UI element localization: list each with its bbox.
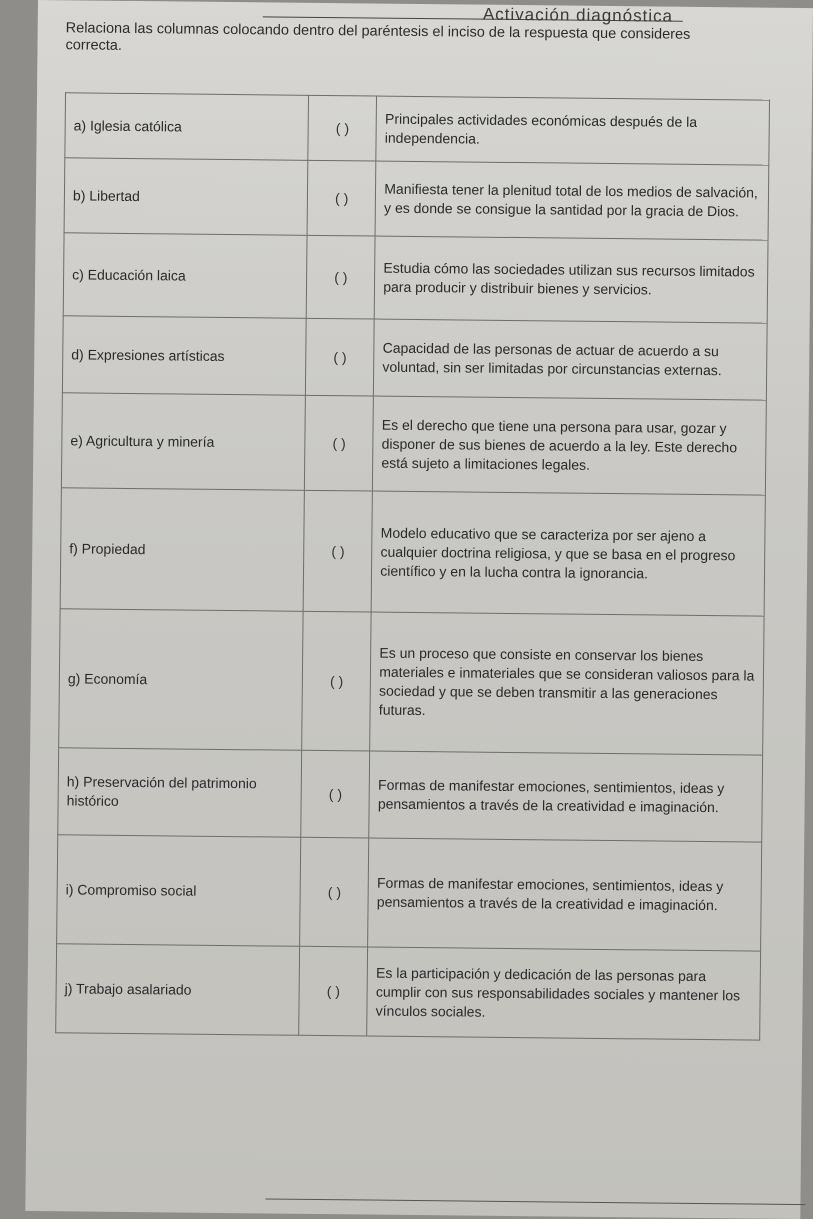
answer-parenthesis[interactable] xyxy=(303,490,372,612)
answer-parenthesis[interactable] xyxy=(299,946,368,1036)
definition-cell: Estudia cómo las sociedades utilizan sus recursos limitados para producir y distribuir bienes y servicios. xyxy=(374,236,768,323)
matching-rows xyxy=(56,93,770,1040)
parenthesis-text: ( ) xyxy=(334,268,348,285)
answer-parenthesis[interactable] xyxy=(301,750,370,838)
table-row xyxy=(59,609,764,755)
term-cell: b) Libertad xyxy=(64,158,308,236)
parenthesis-text: ( ) xyxy=(335,189,349,206)
definition-cell: Capacidad de las personas de actuar de acuerdo a su voluntad, sin ser limitadas por circunstancias externas. xyxy=(374,319,768,400)
table-row xyxy=(56,944,761,1040)
definition-cell: Es el derecho que tiene una persona para usar, gozar y disponer de sus bienes de acuerdo a la ley. Este derecho está sujeto a limitaciones legales. xyxy=(373,396,767,495)
term-cell: g) Economía xyxy=(59,609,304,751)
table-row xyxy=(57,835,762,951)
table-row xyxy=(65,93,770,165)
answer-parenthesis[interactable] xyxy=(307,160,376,236)
term-cell: d) Expresiones artísticas xyxy=(62,316,306,396)
parenthesis-text: ( ) xyxy=(332,434,346,451)
table-row xyxy=(60,488,765,616)
table-row xyxy=(62,316,767,400)
definition-cell: Es un proceso que consiste en conservar los bienes materiales e inmateriales que se consideran valiosos para la sociedad y que se deben transmitir a las generaciones futuras. xyxy=(370,612,764,755)
parenthesis-text: ( ) xyxy=(329,672,344,689)
parenthesis-text: ( ) xyxy=(331,542,345,559)
answer-parenthesis[interactable] xyxy=(305,395,374,491)
term-cell: c) Educación laica xyxy=(63,233,307,319)
term-cell: e) Agricultura y minería xyxy=(61,393,305,491)
answer-parenthesis[interactable] xyxy=(308,95,377,161)
section-title: Activación diagnóstica xyxy=(482,4,674,26)
definition-cell: Modelo educativo que se caracteriza por ser ajeno a cualquier doctrina religiosa, y que se basa en el progreso científico y en la lucha contra la ignorancia. xyxy=(371,491,765,616)
term-cell: j) Trabajo asalariado xyxy=(56,944,300,1036)
worksheet-page xyxy=(25,0,813,1219)
term-cell: f) Propiedad xyxy=(60,488,305,612)
matching-table xyxy=(55,92,770,1040)
parenthesis-text: ( ) xyxy=(327,883,342,900)
parenthesis-text: ( ) xyxy=(333,348,347,365)
definition-cell: Formas de manifestar emociones, sentimientos, ideas y pensamientos a través de la creatividad e imaginación. xyxy=(368,838,762,951)
definition-cell: Principales actividades económicas después de la independencia. xyxy=(376,96,769,165)
definition-cell: Manifiesta tener la plenitud total de los medios de salvación, y es donde se consigue la santidad por la gracia de Dios. xyxy=(375,161,768,240)
answer-parenthesis[interactable] xyxy=(300,837,369,947)
table-row xyxy=(64,158,769,240)
term-cell: a) Iglesia católica xyxy=(65,93,309,161)
table-row xyxy=(61,393,766,495)
answer-parenthesis[interactable] xyxy=(306,318,375,396)
answer-parenthesis[interactable] xyxy=(306,235,375,319)
bottom-rule xyxy=(265,1198,805,1205)
instruction-text: Relaciona las columnas colocando dentro del paréntesis el inciso de la respuesta que consideres correcta. xyxy=(65,20,691,54)
parenthesis-text: ( ) xyxy=(326,982,341,999)
term-cell: h) Preservación del patrimonio histórico xyxy=(58,748,302,838)
definition-cell: Formas de manifestar emociones, sentimientos, ideas y pensamientos a través de la creatividad e imaginación. xyxy=(369,751,763,842)
table-row xyxy=(63,233,768,323)
parenthesis-text: ( ) xyxy=(328,785,343,802)
term-cell: i) Compromiso social xyxy=(57,835,301,947)
parenthesis-text: ( ) xyxy=(335,119,350,136)
table-row xyxy=(58,748,763,842)
definition-cell: Es la participación y dedicación de las personas para cumplir con sus responsabilidades sociales y mantener los vínculos sociales. xyxy=(367,947,761,1040)
answer-parenthesis[interactable] xyxy=(302,611,371,751)
